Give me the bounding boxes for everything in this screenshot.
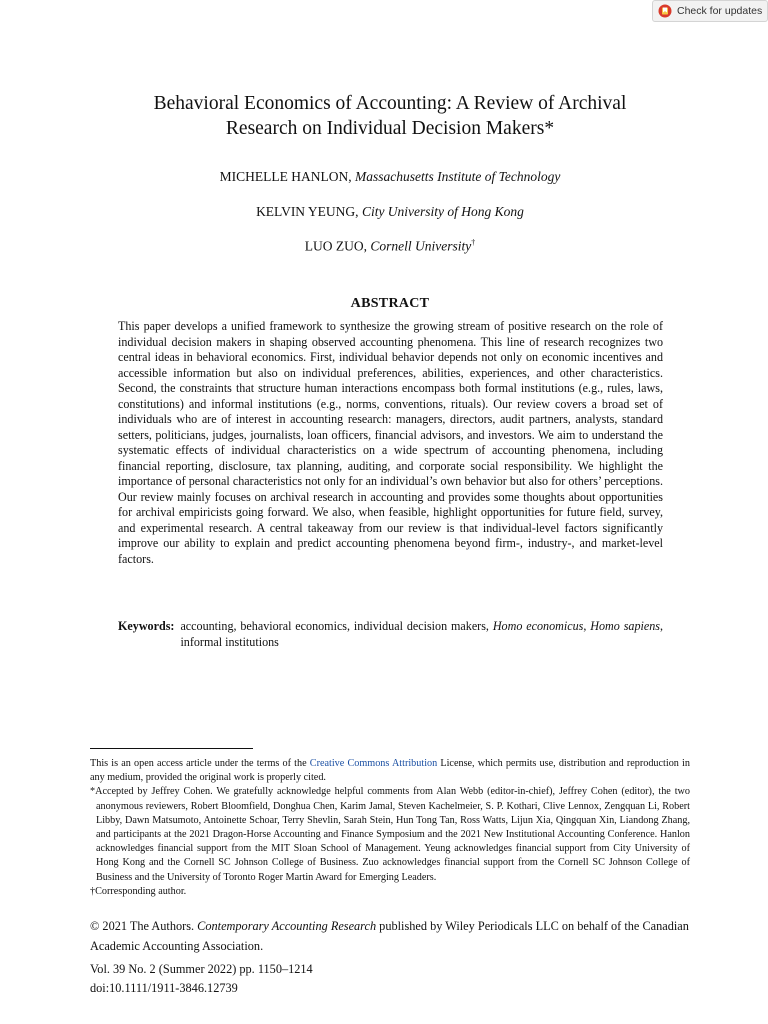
license-text: This is an open access article under the terms of the	[90, 758, 310, 769]
author-name: MICHELLE HANLON,	[219, 169, 352, 184]
keyword-separator: ,	[583, 619, 591, 633]
author-affiliation: Massachusetts Institute of Technology	[354, 169, 561, 184]
keyword-text: accounting, behavioral economics, individual decision makers,	[180, 619, 493, 633]
keyword-homo-economicus: Homo economicus	[492, 619, 584, 633]
corresponding-author-note: †Corresponding author.	[90, 885, 187, 897]
author-line-2	[90, 204, 690, 220]
creative-commons-link[interactable]: Creative Commons Attribution	[309, 758, 438, 769]
check-for-updates-icon	[658, 4, 672, 18]
acceptance-note: *Accepted by Jeffrey Cohen. We gratefully acknowledge helpful comments from Alan Webb (editor-in-chief), Jeffrey Cohen (editor), the two anonymous reviewers, Robert Bloomfield, Donghua Chen, Karim Jamal, Steven Kachelmeier, S. P. Kothari, Clive Lennox, Zengquan Li, Robert Libby, Dawn Matsumoto, Antoinette Schoar, Terry Shevlin, Sarah Stein, Hun Tong Tan, Ross Watts, Lijun Xia, Qingquan Xin, Liandong Zhang, and participants at the 2021 Dragon-Horse Accounting and Finance Symposium and the 2021 New Institutional Accounting Conference. Hanlon acknowledges financial support from the MIT Sloan School of Management. Yeung acknowledges financial support from City University of Hong Kong and the Cornell SC Johnson College of Business. Zuo acknowledges financial support from the Cornell SC Johnson College of Business and the University of Toronto Roger Martin Award for Emerging Leaders.	[90, 786, 690, 883]
corresponding-mark: †	[471, 238, 476, 247]
title-line-2: Research on Individual Decision Makers*	[225, 118, 555, 139]
abstract-text: This paper develops a unified framework to synthesize the growing stream of positive research on the role of individual decision makers in shaping observed accounting phenomena. This line of research recognizes two central ideas in behavioral economics. First, individual behavior depends not only on economic incentives and accessible information but also on individual preferences, abilities, experiences, and other characteristics. Second, the constraints that structure human interactions encompass both formal institutions (e.g., rules, laws, constitutions) and informal institutions (e.g., norms, conventions, rituals). Our review covers a broad set of individuals who are of interest in accounting research: managers, directors, audit partners, analysts, standard setters, politicians, judges, journalists, loan officers, financial advisors, and investors. We aim to understand the systematic effects of individual characteristics on a wide spectrum of accounting phenomena, including financial reporting, disclosure, tax planning, auditing, and corporate social responsibility. We highlight the importance of personal characteristics not only for an individual’s own behavior but also for others’ perceptions. Our review mainly focuses on archival research in accounting and provides some thoughts about opportunities for archival empiricists going forward. We also, when feasible, highlight opportunities for future field, survey, and experimental research. A central takeaway from our review is that individual-level factors significantly improve our ability to explain and predict accounting phenomena beyond firm-, industry-, and market-level factors.	[118, 319, 663, 566]
title-line-1: Behavioral Economics of Accounting: A Review of Archival	[153, 93, 627, 114]
author-name: KELVIN YEUNG,	[256, 204, 359, 219]
keywords-list	[180, 618, 663, 650]
copyright-text: published by Wiley Periodicals LLC on behalf of the Canadian Academic Accounting Association.	[90, 919, 689, 953]
keywords-label: Keywords:	[118, 619, 175, 633]
author-name: LUO ZUO,	[304, 238, 367, 254]
author-affiliation: City University of Hong Kong	[361, 204, 524, 219]
copyright-notice	[90, 917, 690, 956]
keyword-homo-sapiens: Homo sapiens	[590, 619, 660, 633]
license-note	[90, 757, 690, 785]
keywords	[118, 618, 663, 650]
copyright-text: © 2021 The Authors.	[90, 919, 198, 933]
license-text: License, which permits use, distribution and reproduction in any medium, provided the original work is properly cited.	[90, 758, 690, 784]
article-title	[90, 91, 690, 141]
author-affiliation: Cornell University	[370, 238, 472, 254]
footnotes	[90, 757, 690, 899]
abstract-heading: ABSTRACT	[350, 296, 430, 311]
footnote-rule	[90, 748, 253, 749]
journal-name: Contemporary Accounting Research	[197, 919, 377, 933]
keyword-text: , informal institutions	[180, 619, 664, 649]
check-for-updates-badge[interactable]	[652, 0, 768, 22]
author-line-1	[90, 169, 690, 185]
doi: doi:10.1111/1911-3846.12739	[90, 981, 238, 995]
author-line-3	[90, 238, 690, 255]
check-for-updates-label: Check for updates	[677, 5, 763, 17]
volume-info: Vol. 39 No. 2 (Summer 2022) pp. 1150–1214	[90, 962, 313, 976]
